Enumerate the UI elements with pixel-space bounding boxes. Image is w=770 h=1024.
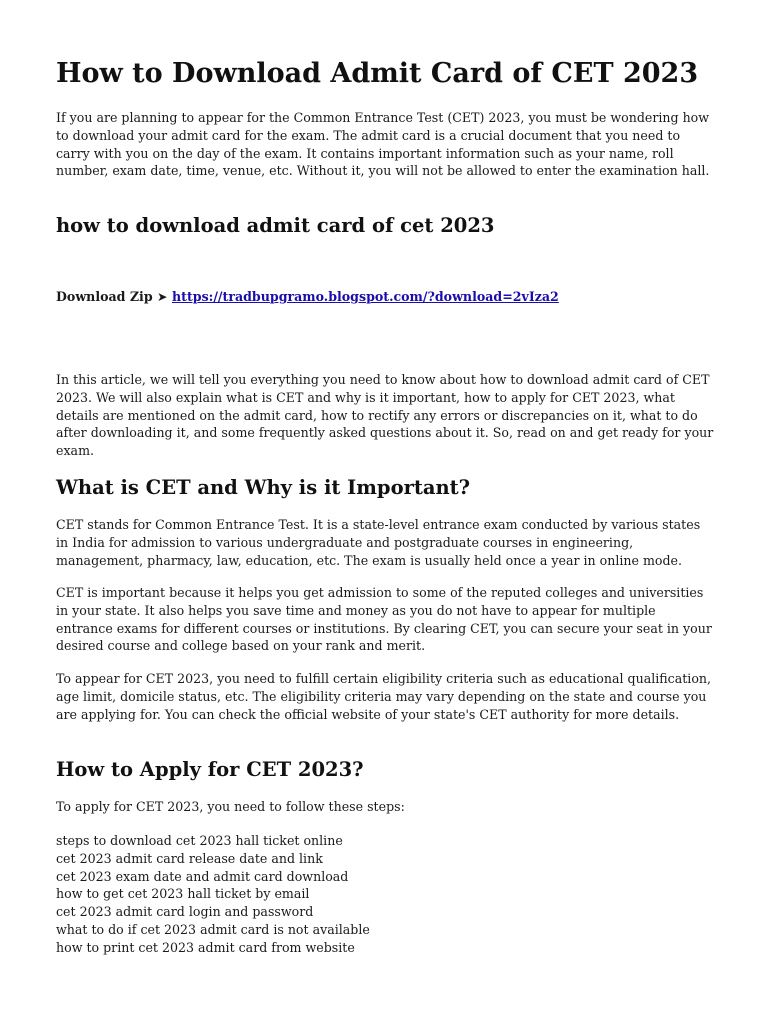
list-item: cet 2023 admit card login and password — [56, 904, 314, 920]
download-link[interactable]: https://tradbupgramo.blogspot.com/?download=2vIza2 — [171, 289, 559, 304]
subtitle-heading: how to download admit card of cet 2023 — [56, 214, 495, 237]
arrow-icon: ➤ — [157, 289, 168, 304]
list-item: what to do if cet 2023 admit card is not available — [56, 921, 370, 937]
article-intro-paragraph: In this article, we will tell you everything you need to know about how to download admit card of CET 2023. We will also explain what is CET and why is it important, how to apply for CET 2023, what details are mentioned on the admit card, how to rectify any errors or discrepancies on it, what to do after downloading it, and some frequently asked questions about it. So, read on and get ready for your exam. — [56, 372, 714, 459]
page-title: How to Download Admit Card of CET 2023 — [56, 58, 699, 89]
list-item: cet 2023 exam date and admit card download — [56, 868, 349, 884]
list-item: how to get cet 2023 hall ticket by email — [56, 886, 310, 902]
intro-paragraph: If you are planning to appear for the Common Entrance Test (CET) 2023, you must be wondering how to download your admit card for the exam. The admit card is a crucial document that you need to carry with you on the day of the exam. It contains important information such as your name, roll number, exam date, time, venue, etc. Without it, you will not be allowed to enter the examination hall. — [56, 110, 710, 179]
download-line — [56, 288, 559, 306]
list-item: how to print cet 2023 admit card from website — [56, 939, 355, 955]
download-label: Download Zip — [56, 289, 153, 304]
cet-paragraph-3: To appear for CET 2023, you need to fulfill certain eligibility criteria such as educational qualification, age limit, domicile status, etc. The eligibility criteria may vary depending on the state and course you are applying for. You can check the official website of your state's CET authority for more details. — [56, 671, 712, 722]
steps-list — [56, 832, 716, 957]
apply-paragraph-1: To apply for CET 2023, you need to follow these steps: — [56, 799, 405, 814]
list-item: steps to download cet 2023 hall ticket online — [56, 833, 343, 848]
cet-section-heading: What is CET and Why is it Important? — [56, 476, 471, 499]
cet-paragraph-1: CET stands for Common Entrance Test. It is a state-level entrance exam conducted by various states in India for admission to various undergraduate and postgraduate courses in engineering, management, pharmacy, law, education, etc. The exam is usually held once a year in online mode. — [56, 517, 701, 568]
apply-section-heading: How to Apply for CET 2023? — [56, 758, 364, 781]
cet-paragraph-2: CET is important because it helps you get admission to some of the reputed colleges and universities in your state. It also helps you save time and money as you do not have to appear for multiple entrance exams for different courses or institutions. By clearing CET, you can secure your seat in your desired course and college based on your rank and merit. — [56, 585, 712, 654]
list-item: cet 2023 admit card release date and link — [56, 850, 323, 866]
